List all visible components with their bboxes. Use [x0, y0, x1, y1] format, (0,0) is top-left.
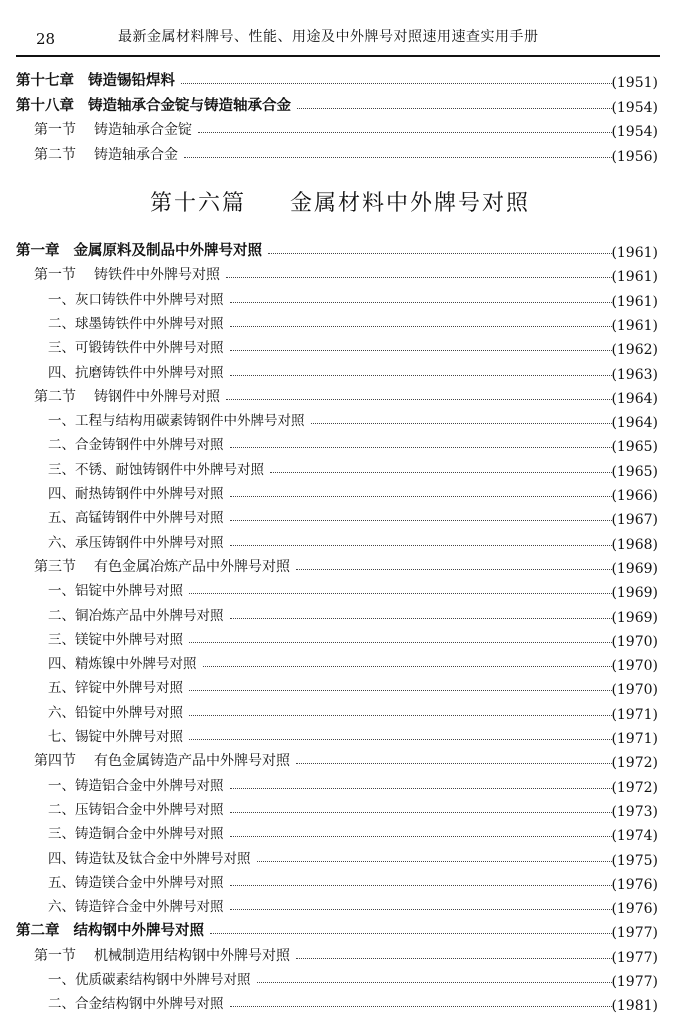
running-title: 最新金属材料牌号、性能、用途及中外牌号对照速用速查实用手册: [118, 29, 539, 45]
toc-entry-item[interactable]: [0, 849, 680, 869]
dot-leader: [203, 666, 615, 667]
toc-entry-text: [48, 897, 228, 917]
part-number: 第十六篇: [149, 191, 246, 216]
toc-entry-title: 一、工程与结构用碳素铸钢件中外牌号对照: [48, 413, 305, 430]
toc-entry-page: (1970): [611, 682, 658, 699]
page-number: 28: [36, 30, 56, 48]
toc-entry-text: [16, 921, 208, 941]
toc-entry-page: (1964): [611, 415, 658, 432]
toc-entry-title: 一、灰口铸铁件中外牌号对照: [48, 291, 224, 308]
toc-entry-section[interactable]: [0, 145, 680, 165]
dot-leader: [230, 812, 615, 813]
toc-entry-page: (1975): [611, 852, 658, 869]
dot-leader: [198, 132, 614, 133]
toc-entry-title: 二、合金铸钢件中外牌号对照: [48, 437, 224, 454]
toc-entry-title: 铸铁件中外牌号对照: [94, 267, 220, 284]
toc-entry-section[interactable]: [0, 557, 680, 577]
toc-entry-label: 第一章: [16, 242, 60, 259]
toc-entry-item[interactable]: [0, 776, 680, 796]
part-title: [0, 186, 680, 217]
toc-entry-section[interactable]: [0, 120, 680, 140]
toc-entry-title: 有色金属冶炼产品中外牌号对照: [94, 558, 290, 575]
dot-leader: [296, 569, 614, 570]
toc-entry-item[interactable]: [0, 727, 680, 747]
dot-leader: [311, 423, 615, 424]
toc-entry-title: 三、铸造铜合金中外牌号对照: [48, 826, 224, 843]
dot-leader: [230, 885, 615, 886]
toc-entry-title: 有色金属铸造产品中外牌号对照: [94, 753, 290, 770]
toc-entry-item[interactable]: [0, 897, 680, 917]
toc-entry-page: (1969): [611, 560, 658, 577]
toc-entry-title: 六、承压铸钢件中外牌号对照: [48, 534, 224, 551]
toc-entry-item[interactable]: [0, 508, 680, 528]
toc-entry-page: (1972): [611, 755, 658, 772]
toc-entry-section[interactable]: [0, 946, 680, 966]
toc-entry-title: 结构钢中外牌号对照: [73, 922, 204, 940]
toc-entry-title: 铸造轴承合金: [94, 146, 178, 163]
toc-entry-title: 二、铜冶炼产品中外牌号对照: [48, 607, 224, 624]
part-name: 金属材料中外牌号对照: [290, 191, 531, 216]
toc-entry-title: 三、镁锭中外牌号对照: [48, 631, 183, 648]
toc-entry-title: 四、铸造钛及钛合金中外牌号对照: [48, 850, 251, 867]
toc-entry-title: 六、铸造锌合金中外牌号对照: [48, 899, 224, 916]
toc-entry-page: (1974): [611, 828, 658, 845]
toc-entry-page: (1956): [611, 148, 658, 165]
dot-leader: [189, 642, 614, 643]
dot-leader: [297, 108, 614, 109]
dot-leader: [226, 399, 614, 400]
toc-entry-text: [34, 120, 196, 140]
dot-leader: [210, 933, 614, 934]
dot-leader: [181, 83, 614, 84]
toc-entry-text: [16, 96, 295, 116]
toc-entry-title: 铸造轴承合金锭与铸造轴承合金: [88, 96, 291, 114]
toc-entry-title: 一、铸造铝合金中外牌号对照: [48, 777, 224, 794]
toc-entry-text: [48, 873, 228, 893]
toc-entry-title: 一、铝锭中外牌号对照: [48, 583, 183, 600]
toc-entry-title: 五、高锰铸钢件中外牌号对照: [48, 510, 224, 527]
toc-entry-item[interactable]: [0, 533, 680, 553]
dot-leader: [184, 157, 614, 158]
toc-entry-page: (1961): [611, 317, 658, 334]
dot-leader: [230, 618, 615, 619]
toc-entry-text: [48, 314, 228, 334]
dot-leader: [226, 277, 614, 278]
toc-entry-item[interactable]: [0, 630, 680, 650]
toc-entry-text: [48, 703, 187, 723]
toc-entry-page: (1966): [611, 488, 658, 504]
toc-entry-item[interactable]: [0, 654, 680, 674]
toc-entry-label: 第四节: [34, 753, 76, 770]
dot-leader: [230, 375, 615, 376]
toc-entry-text: [34, 946, 294, 966]
toc-entry-item[interactable]: [0, 460, 680, 480]
toc-entry-page: (1972): [611, 779, 658, 796]
toc-entry-page: (1961): [611, 269, 658, 286]
toc-entry-page: (1970): [611, 633, 658, 650]
toc-entry-title: 铸钢件中外牌号对照: [94, 388, 220, 405]
dot-leader: [257, 982, 615, 983]
toc-entry-chapter[interactable]: [0, 96, 680, 116]
dot-leader: [230, 909, 615, 910]
toc-entry-text: [34, 751, 294, 771]
dot-leader: [230, 836, 615, 837]
toc-entry-text: [16, 241, 266, 261]
toc-entry-page: (1981): [611, 998, 658, 1015]
toc-entry-item[interactable]: [0, 363, 680, 383]
toc-entry-text: [48, 678, 187, 698]
toc-entry-item[interactable]: [0, 970, 680, 990]
toc-entry-title: 二、压铸铝合金中外牌号对照: [48, 801, 224, 818]
toc-entry-page: (1969): [611, 585, 658, 602]
toc-entry-text: [48, 411, 309, 431]
toc-entry-text: [48, 435, 228, 455]
toc-entry-page: (1964): [611, 390, 658, 407]
dot-leader: [189, 593, 614, 594]
dot-leader: [296, 763, 614, 764]
toc-entry-title: 四、耐热铸钢件中外牌号对照: [48, 486, 224, 502]
toc-entry-title: 七、锡锭中外牌号对照: [48, 729, 183, 745]
dot-leader: [268, 253, 614, 254]
toc-entry-text: [34, 145, 182, 165]
toc-entry-page: (1951): [611, 75, 658, 91]
dot-leader: [230, 326, 615, 327]
toc-entry-page: (1961): [611, 245, 658, 261]
toc-entry-item[interactable]: [0, 678, 680, 698]
toc-entry-page: (1976): [611, 876, 658, 893]
toc-entry-label: 第二章: [16, 922, 60, 940]
toc-entry-text: [48, 824, 228, 844]
toc-entry-page: (1968): [611, 536, 658, 553]
toc-entry-chapter[interactable]: [0, 241, 680, 261]
toc-entry-text: [48, 606, 228, 626]
toc-entry-chapter[interactable]: [0, 71, 680, 91]
toc-entry-page: (1976): [611, 901, 658, 918]
toc-entry-title: 四、抗磨铸铁件中外牌号对照: [48, 364, 224, 381]
toc-entry-item[interactable]: [0, 435, 680, 455]
toc-entry-item[interactable]: [0, 314, 680, 334]
toc-entry-title: 铸造轴承合金锭: [94, 122, 192, 138]
toc-entry-text: [48, 484, 228, 504]
toc-entry-page: (1973): [611, 803, 658, 820]
toc-entry-title: 机械制造用结构钢中外牌号对照: [94, 947, 290, 964]
toc-entry-item[interactable]: [0, 606, 680, 626]
toc-entry-text: [34, 387, 224, 407]
dot-leader: [230, 788, 615, 789]
toc-entry-page: (1965): [611, 463, 658, 480]
dot-leader: [230, 496, 615, 497]
toc-entry-text: [48, 849, 255, 869]
dot-leader: [230, 350, 615, 351]
page-header: [0, 0, 680, 58]
toc-entry-item[interactable]: [0, 411, 680, 431]
toc-entry-text: [48, 290, 228, 310]
toc-entry-title: 三、可锻铸铁件中外牌号对照: [48, 340, 224, 357]
toc-entry-text: [48, 654, 201, 674]
dot-leader: [230, 545, 615, 546]
toc-entry-page: (1970): [611, 658, 658, 675]
toc-entry-page: (1965): [611, 439, 658, 456]
toc-entry-page: (1967): [611, 512, 658, 529]
toc-entry-text: [48, 581, 187, 601]
toc-entry-item[interactable]: [0, 800, 680, 820]
toc-entry-text: [48, 460, 268, 480]
toc-entry-item[interactable]: [0, 484, 680, 504]
toc-entry-title: 五、锌锭中外牌号对照: [48, 680, 183, 697]
dot-leader: [230, 520, 615, 521]
toc-entry-title: 二、合金结构钢中外牌号对照: [48, 996, 224, 1013]
toc-entry-page: (1954): [611, 99, 658, 116]
toc-entry-text: [48, 533, 228, 553]
toc-entry-page: (1962): [611, 342, 658, 359]
toc-entry-label: 第二节: [34, 146, 76, 163]
toc-entry-title: 一、优质碳素结构钢中外牌号对照: [48, 972, 251, 988]
toc-entry-page: (1977): [611, 974, 658, 990]
toc-entry-page: (1977): [611, 949, 658, 966]
toc-entry-title: 四、精炼镍中外牌号对照: [48, 656, 197, 673]
toc-entry-label: 第一节: [34, 947, 76, 964]
dot-leader: [230, 1006, 615, 1007]
toc-entry-text: [34, 265, 224, 285]
dot-leader: [189, 739, 614, 740]
dot-leader: [257, 861, 615, 862]
toc-entry-item[interactable]: [0, 703, 680, 723]
toc-entry-text: [48, 970, 255, 990]
toc-entry-section[interactable]: [0, 751, 680, 771]
toc-entry-text: [48, 338, 228, 358]
toc-entry-text: [48, 508, 228, 528]
toc-entry-label: 第十八章: [16, 96, 74, 114]
toc-entry-item[interactable]: [0, 290, 680, 310]
toc-entry-text: [16, 71, 179, 91]
toc-entry-text: [48, 363, 228, 383]
toc-entry-chapter[interactable]: [0, 921, 680, 941]
toc-entry-title: 六、铅锭中外牌号对照: [48, 704, 183, 721]
toc-entry-label: 第十七章: [16, 72, 74, 89]
toc-entry-title: 金属原料及制品中外牌号对照: [73, 242, 262, 259]
toc-entry-label: 第三节: [34, 558, 76, 575]
toc-entry-page: (1961): [611, 293, 658, 310]
toc-entry-text: [48, 727, 187, 747]
toc-entry-label: 第二节: [34, 388, 76, 405]
dot-leader: [189, 690, 614, 691]
toc-entry-text: [48, 800, 228, 820]
toc-entry-item[interactable]: [0, 994, 680, 1014]
toc-entry-section[interactable]: [0, 387, 680, 407]
header-rule: [16, 55, 660, 57]
toc-entry-text: [48, 776, 228, 796]
toc-entry-title: 二、球墨铸铁件中外牌号对照: [48, 315, 224, 332]
toc-entry-item[interactable]: [0, 873, 680, 893]
toc-entry-item[interactable]: [0, 338, 680, 358]
toc-entry-title: 铸造锡铅焊料: [88, 72, 175, 89]
toc-entry-page: (1963): [611, 366, 658, 383]
dot-leader: [230, 302, 615, 303]
toc-entry-label: 第一节: [34, 267, 76, 284]
toc-entry-title: 五、铸造镁合金中外牌号对照: [48, 874, 224, 891]
toc-entry-label: 第一节: [34, 122, 76, 138]
toc-entry-text: [34, 557, 294, 577]
toc-entry-page: (1971): [611, 731, 658, 747]
toc-entry-page: (1969): [611, 609, 658, 626]
toc-entry-section[interactable]: [0, 265, 680, 285]
toc-entry-title: 三、不锈、耐蚀铸钢件中外牌号对照: [48, 461, 264, 478]
dot-leader: [270, 472, 614, 473]
toc-entry-page: (1954): [611, 124, 658, 140]
toc-entry-text: [48, 994, 228, 1014]
dot-leader: [189, 715, 614, 716]
dot-leader: [230, 447, 615, 448]
toc-entry-page: (1977): [611, 925, 658, 942]
dot-leader: [296, 958, 614, 959]
toc-entry-item[interactable]: [0, 824, 680, 844]
toc-entry-item[interactable]: [0, 581, 680, 601]
toc-entry-text: [48, 630, 187, 650]
toc-entry-page: (1971): [611, 706, 658, 723]
